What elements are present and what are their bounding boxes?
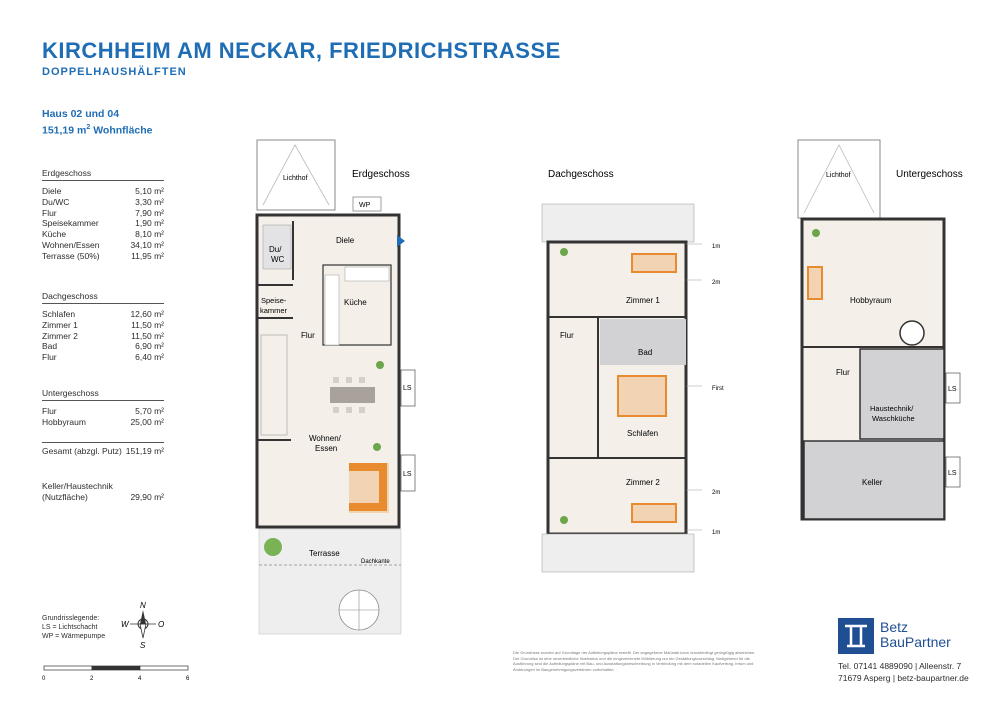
- height-label: 1m: [712, 530, 721, 536]
- brand-name: Betz BauPartner: [880, 619, 951, 650]
- page-subtitle: DOPPELHAUSHÄLFTEN: [42, 66, 187, 78]
- area-row: Flur 5,70 m²: [42, 406, 164, 416]
- room-label: Küche: [344, 298, 367, 307]
- room-label: Flur: [301, 331, 315, 340]
- betz-logo-icon: [838, 618, 874, 654]
- area-row: Diele 5,10 m²: [42, 186, 164, 196]
- keller-info: Keller/Haustechnik (Nutzfläche) 29,90 m²: [42, 481, 164, 502]
- room-label: Schlafen: [627, 429, 659, 438]
- area-row: Zimmer 1 11,50 m²: [42, 319, 164, 330]
- room-label: Waschküche: [872, 414, 915, 423]
- room-label: WC: [271, 255, 285, 264]
- area-row: Hobbyraum 25,00 m²: [42, 416, 164, 427]
- room-label: Terrasse: [309, 549, 340, 558]
- svg-text:4: 4: [138, 676, 142, 682]
- section-heading: Untergeschoss: [42, 388, 164, 401]
- room-label: Flur: [560, 331, 574, 340]
- house-area: 151,19 $m^2$ Wohnfläche: [42, 124, 153, 137]
- compass-icon: [118, 600, 168, 650]
- section-dachgeschoss: [42, 291, 164, 363]
- room-label: Essen: [315, 444, 338, 453]
- floorplan-legend: Grundrisslegende: LS = Lichtschacht WP = Wärmepumpe: [42, 615, 106, 640]
- section-heading: Dachgeschoss: [42, 291, 164, 304]
- disclaimer-text: Die Grundrisse wurden auf Grundlage der Aufteilungspläne erstellt. Der angegebene Maßstab kann druckbedingt geringfügig abweichen. Der Grundriss ist eine unverbindliche Illustration und die eingezeichnete Möblierung nur ein Gestaltungsvorschlag. Maßgebend für die Ausführung sind die Aufteilungspläne mit Bau- und Ausstattungsbeschreibung in Verbindung mit dem notariellen Kaufvertrag. Irrtum und Änderungen im Baugenehmigungsverfahren vorbehalten.: [513, 650, 756, 672]
- area-row: Bad 6,90 m²: [42, 341, 164, 352]
- floorplan-untergeschoss: [790, 135, 970, 525]
- area-row: Flur 7,90 m²: [42, 207, 164, 218]
- floor-title: Erdgeschoss: [352, 169, 410, 180]
- area-row: Du/WC 3,30 m²: [42, 196, 164, 207]
- room-label: Speise-: [261, 296, 287, 305]
- room-label: Keller: [862, 478, 883, 487]
- room-label: Haustechnik/: [870, 404, 914, 413]
- height-label: 2m: [712, 490, 721, 496]
- room-label: Zimmer 2: [626, 478, 660, 487]
- svg-text:S: S: [140, 641, 146, 650]
- floor-title: Dachgeschoss: [548, 169, 614, 180]
- svg-text:N: N: [140, 601, 146, 610]
- scale-bar: [40, 664, 200, 686]
- page-title: KIRCHHEIM AM NECKAR, FRIEDRICHSTRASSE: [42, 38, 561, 63]
- room-label: Hobbyraum: [850, 296, 892, 305]
- house-name: Haus 02 und 04: [42, 108, 120, 120]
- ls-label: LS: [948, 386, 957, 393]
- height-label: First: [712, 386, 724, 392]
- area-row: Terrasse (50%) 11,95 m²: [42, 250, 164, 261]
- room-label: Zimmer 1: [626, 296, 660, 305]
- total-row: Gesamt (abzgl. Putz) 151,19 m²: [42, 442, 164, 456]
- floorplan-erdgeschoss: [245, 135, 425, 640]
- floor-title: Untergeschoss: [896, 169, 963, 180]
- wp-label: WP: [359, 202, 371, 209]
- svg-text:6: 6: [186, 676, 190, 682]
- room-label: Diele: [336, 236, 355, 245]
- ls-label: LS: [403, 385, 412, 392]
- svg-text:0: 0: [42, 676, 46, 682]
- house-info: [42, 108, 153, 138]
- svg-text:2: 2: [90, 676, 94, 682]
- room-label: Bad: [638, 348, 653, 357]
- contact-info: Tel. 07141 4889090 | Alleenstr. 7 71679 Asperg | betz-baupartner.de: [838, 661, 969, 683]
- area-row: Wohnen/Essen 34,10 m²: [42, 239, 164, 250]
- area-row: Flur 6,40 m²: [42, 352, 164, 363]
- area-row: Küche 8,10 m²: [42, 229, 164, 240]
- svg-text:W: W: [121, 620, 129, 629]
- height-label: 2m: [712, 280, 721, 286]
- room-label: Du/: [269, 245, 282, 254]
- section-untergeschoss: [42, 388, 164, 428]
- area-row: Speisekammer 1,90 m²: [42, 218, 164, 229]
- section-erdgeschoss: [42, 168, 164, 262]
- ls-label: LS: [948, 470, 957, 477]
- area-row: Zimmer 2 11,50 m²: [42, 330, 164, 341]
- room-label: Wohnen/: [309, 434, 341, 443]
- room-label: Flur: [836, 368, 850, 377]
- section-heading: Erdgeschoss: [42, 168, 164, 181]
- room-label: kammer: [260, 306, 288, 315]
- height-label: 1m: [712, 244, 721, 250]
- ls-label: LS: [403, 471, 412, 478]
- lichthof-label: Lichthof: [283, 175, 308, 182]
- svg-text:O: O: [158, 620, 165, 629]
- area-row: Schlafen 12,60 m²: [42, 309, 164, 319]
- floorplan-dachgeschoss: [530, 160, 730, 580]
- lichthof-label: Lichthof: [826, 172, 851, 179]
- dachkante-label: Dachkante: [361, 559, 390, 565]
